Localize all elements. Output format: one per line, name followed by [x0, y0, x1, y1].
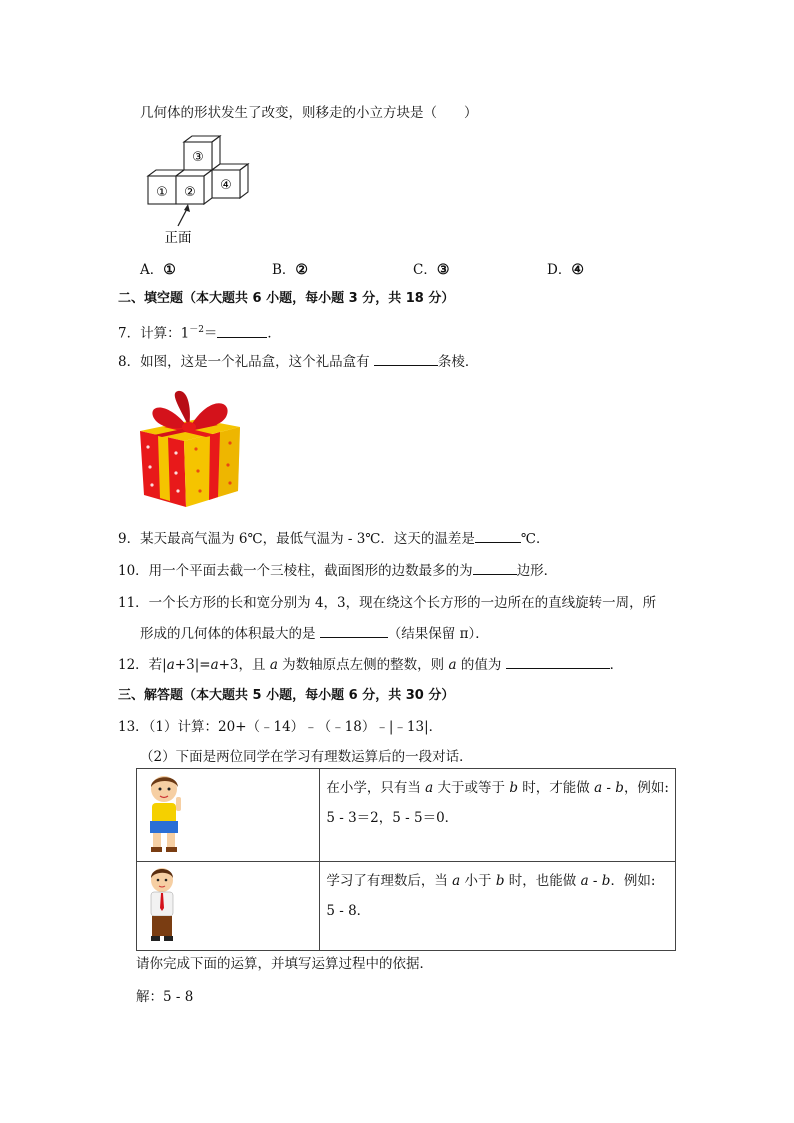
- option-a[interactable]: A．①: [140, 262, 176, 278]
- q10-answer-blank[interactable]: [473, 562, 517, 575]
- q7-answer-blank[interactable]: [217, 325, 267, 338]
- option-d[interactable]: D．④: [547, 262, 584, 278]
- q8-answer-blank[interactable]: [374, 353, 438, 366]
- cube-label-1: ①: [156, 185, 168, 200]
- option-c-value: ③: [436, 262, 450, 278]
- question-12: 12．若|a+3|=a+3，且 a 为数轴原点左侧的整数，则 a 的值为 ．: [118, 657, 624, 673]
- question-6-text: 几何体的形状发生了改变，则移走的小立方块是（ ）: [140, 105, 478, 121]
- option-b-value: ②: [295, 262, 308, 278]
- dialog-row: [137, 769, 676, 862]
- student-2-cell: [137, 862, 320, 951]
- question-11-line-2: 形成的几何体的体积最大的是 （结果保留 π）．: [140, 626, 489, 642]
- q7-exponent: －2: [189, 325, 204, 335]
- solution-start: 解：5 - 8: [136, 989, 194, 1005]
- option-b[interactable]: B．②: [272, 262, 308, 278]
- option-d-value: ④: [571, 262, 584, 278]
- student-1-cell: [137, 769, 320, 862]
- question-13-part-1: 13．（1）计算：20+（﹣14）﹣（﹣18）﹣|﹣13|．: [118, 719, 443, 735]
- cube-figure: [140, 134, 270, 249]
- section-2-heading: 二、填空题（本大题共 6 小题，每小题 3 分，共 18 分）: [118, 291, 455, 306]
- dialog-table: [136, 768, 676, 951]
- front-label: 正面: [164, 230, 192, 246]
- question-11-line-1: 11．一个长方形的长和宽分别为 4，3，现在绕这个长方形的一边所在的直线旋转一周，所: [118, 595, 657, 611]
- cube-label-3: ③: [192, 150, 204, 165]
- question-8: 8．如图，这是一个礼品盒，这个礼品盒有 条棱．: [118, 354, 479, 370]
- student-2-avatar: [142, 864, 182, 946]
- q9-answer-blank[interactable]: [475, 530, 521, 543]
- option-c[interactable]: C．③: [413, 262, 450, 278]
- q11-answer-blank[interactable]: [320, 625, 388, 638]
- question-7: 7．计算：$1^{-2}=$ ．: [118, 325, 281, 342]
- section-3-heading: 三、解答题（本大题共 5 小题，每小题 6 分，共 30 分）: [118, 688, 455, 703]
- student-1-avatar: [142, 771, 192, 857]
- option-a-value: ①: [163, 262, 176, 278]
- dialog-row: [137, 862, 676, 951]
- q12-answer-blank[interactable]: [506, 656, 610, 669]
- student-1-speech: 在小学，只有当 a 大于或等于 b 时，才能做 a - b，例如: 5 - 3＝2，5 - 5＝0．: [320, 769, 676, 862]
- student-1-example: 5 - 3＝2，5 - 5＝0．: [326, 810, 459, 826]
- cube-label-2: ②: [184, 185, 196, 200]
- question-10: 10．用一个平面去截一个三棱柱，截面图形的边数最多的为 边形．: [118, 563, 558, 579]
- cube-label-4: ④: [220, 178, 232, 193]
- instruction-text: 请你完成下面的运算，并填写运算过程中的依据．: [136, 956, 433, 972]
- question-9: 9．某天最高气温为 6℃，最低气温为 - 3℃．这天的温差是 ℃．: [118, 531, 550, 547]
- question-13-part-2: （2）下面是两位同学在学习有理数运算后的一段对话．: [140, 749, 473, 765]
- student-2-speech: 学习了有理数后，当 a 小于 b 时，也能做 a - b．例如: 5 - 8．: [320, 862, 676, 951]
- student-2-example: 5 - 8．: [326, 903, 371, 919]
- gift-box-image: [134, 387, 246, 511]
